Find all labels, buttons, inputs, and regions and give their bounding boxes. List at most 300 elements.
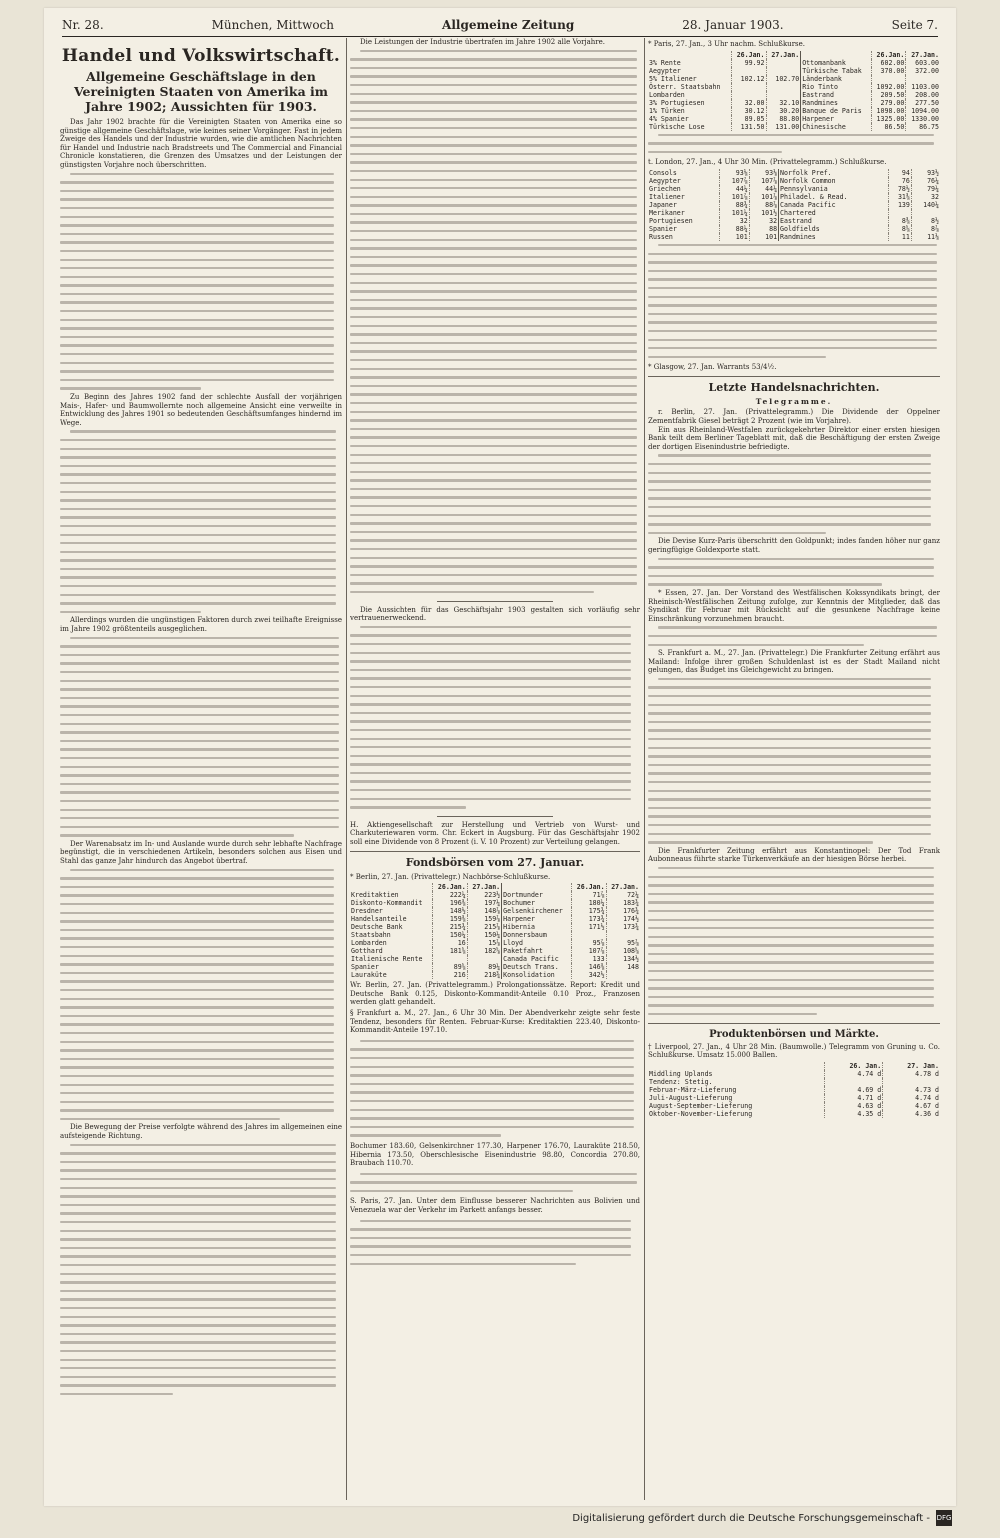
quote-value: 8⅞ <box>911 225 940 233</box>
text-line <box>60 1201 342 1210</box>
text-line <box>60 659 342 668</box>
text-line <box>648 838 940 847</box>
text-line <box>350 1054 640 1063</box>
table-row <box>648 201 940 209</box>
dfg-logo: DFG <box>936 1510 952 1526</box>
text-line <box>60 737 342 746</box>
text-line <box>648 898 940 907</box>
text-line <box>60 582 342 591</box>
quote-value: 277.50 <box>906 99 940 107</box>
quote-value: 88¾ <box>720 201 749 209</box>
paris-quotes-table <box>648 51 940 131</box>
article-paragraph: Die Aussichten für das Geschäftsjahr 1903 gestalten sich vorläufig sehr vertrauenerweckend. <box>350 605 640 623</box>
text-line <box>60 599 342 608</box>
text-line <box>350 279 640 288</box>
text-line <box>60 1098 342 1107</box>
quote-value: 30.12 <box>731 107 766 115</box>
text-line <box>350 649 640 658</box>
text-line <box>350 261 640 270</box>
text-line <box>648 1001 940 1010</box>
quote-value: 4.36 d <box>883 1110 940 1118</box>
text-line <box>60 316 342 325</box>
quote-value <box>433 955 467 963</box>
text-line <box>350 459 640 468</box>
text-line <box>60 754 342 763</box>
text-line <box>60 1141 342 1150</box>
article-title: Allgemeine Geschäftslage in den Vereinigten Staaten von Amerika im Jahre 1902; Aussichten für 1903. <box>73 69 329 114</box>
text-line <box>60 522 342 531</box>
security-name: 5% Italiener <box>649 74 697 83</box>
liverpool-heading: † Liverpool, 27. Jan., 4 Uhr 28 Min. (Baumwolle.) Telegramm von Gruning u. Co. Schlußkurse. Umsatz 15.000 Ballen. <box>648 1042 940 1060</box>
text-block <box>648 675 940 847</box>
quote-value: 342½ <box>572 971 606 979</box>
text-line <box>60 1046 342 1055</box>
text-line <box>350 330 640 339</box>
security-name: Goldfields <box>779 225 889 233</box>
quote-value <box>766 67 801 75</box>
text-line <box>60 1244 342 1253</box>
quote-value: 1325.00 <box>871 115 906 123</box>
table-row <box>648 123 940 131</box>
quote-value: 4.35 d <box>825 1110 883 1118</box>
text-line <box>350 1123 640 1132</box>
text-line <box>60 1356 342 1365</box>
text-line <box>648 864 940 873</box>
quote-value: 602.00 <box>871 59 906 67</box>
text-line <box>60 1373 342 1382</box>
text-line <box>60 797 342 806</box>
text-line <box>350 382 640 391</box>
quote-value: 102.12 <box>731 75 766 83</box>
text-line <box>350 769 640 778</box>
quote-value: 101⅞ <box>720 193 749 201</box>
text-line <box>60 573 342 582</box>
security-name: Pennsylvania <box>779 185 889 193</box>
security-name: Randmines <box>801 99 871 107</box>
table-header-row <box>648 51 940 59</box>
quote-value: 89¼ <box>467 963 501 971</box>
table-row <box>350 939 640 947</box>
news-caption: Telegramme. <box>755 396 833 406</box>
security-name: Philadel. & Read. <box>779 193 889 201</box>
text-line <box>648 804 940 813</box>
text-line <box>350 304 640 313</box>
text-line <box>350 47 640 56</box>
text-line <box>648 275 940 284</box>
text-line <box>350 1178 640 1187</box>
market-report: Bochumer 183.60, Gelsenkirchner 177.30, Harpener 176.70, Lauraküte 218.50, Hibernia 173.50, Oberschlesische Eisenindustrie 98.80, Concordia 270.80, Braubach 110.70. <box>350 1141 640 1168</box>
text-line <box>350 218 640 227</box>
text-line <box>648 460 940 469</box>
table-row <box>350 931 640 939</box>
quote-value: 150¼ <box>433 931 467 939</box>
quote-value: 1094.00 <box>906 107 940 115</box>
quote-value: 32 <box>911 193 940 201</box>
text-line <box>350 236 640 245</box>
quote-value: 32 <box>749 217 778 225</box>
security-name: Spanier <box>351 963 379 972</box>
market-report: S. Paris, 27. Jan. Unter dem Einflusse besserer Nachrichten aus Bolivien und Venezuela war der Verkehr im Parkett anfangs besser. <box>350 1197 640 1215</box>
divider <box>350 851 640 852</box>
text-line <box>60 548 342 557</box>
text-line <box>60 178 342 187</box>
text-line <box>350 786 640 795</box>
table-row <box>648 115 940 123</box>
text-line <box>350 167 640 176</box>
text-line <box>60 1381 342 1390</box>
text-line <box>350 666 640 675</box>
text-line <box>60 1347 342 1356</box>
news-item: Die Devise Kurz-Paris überschritt den Goldpunkt; indes fanden höher nur ganz geringfügige Goldexporte statt. <box>648 537 940 554</box>
quote-value: 86.50 <box>871 123 906 131</box>
text-line <box>350 201 640 210</box>
security-name: Norfolk Common <box>779 177 889 185</box>
text-line <box>60 1003 342 1012</box>
security-name: Österr. Staatsbahn <box>649 82 721 91</box>
text-line <box>60 350 342 359</box>
quote-value: 1330.00 <box>906 115 940 123</box>
text-line <box>350 287 640 296</box>
quote-value: 4.63 d <box>825 1102 883 1110</box>
text-line <box>350 1106 640 1115</box>
masthead: Allgemeine Zeitung <box>442 18 575 32</box>
quote-value: 603.00 <box>906 59 940 67</box>
text-line <box>60 333 342 342</box>
text-line <box>350 98 640 107</box>
text-line <box>350 270 640 279</box>
quote-value <box>766 91 801 99</box>
text-line <box>60 883 342 892</box>
text-line <box>60 1158 342 1167</box>
text-line <box>60 307 342 316</box>
article-paragraph: Die Leistungen der Industrie übertrafen im Jahre 1902 alle Vorjahre. <box>360 38 606 46</box>
text-line <box>60 298 342 307</box>
text-line <box>648 795 940 804</box>
text-line <box>60 1390 342 1399</box>
quote-value: 218¾ <box>467 971 501 979</box>
column-header: 27. Jan. <box>883 1062 940 1070</box>
security-name: Deutsche Bank <box>351 923 403 932</box>
text-line <box>350 1170 640 1179</box>
column-1 <box>60 38 342 1500</box>
text-line <box>648 881 940 890</box>
table-row <box>648 185 940 193</box>
security-name: Portugiesen <box>649 216 693 225</box>
column-2 <box>350 38 640 1500</box>
text-line <box>350 322 640 331</box>
text-line <box>648 675 940 684</box>
security-name: Ottomanbank <box>801 59 871 67</box>
text-line <box>350 1187 640 1196</box>
page-label: Seite 7. <box>891 18 938 32</box>
security-name: Randmines <box>779 233 889 241</box>
quote-value <box>883 1078 940 1086</box>
london-quotes-heading: t. London, 27. Jan., 4 Uhr 30 Min. (Privattelegramm.) Schlußkurse. <box>648 158 887 167</box>
security-name: 4% Spanier <box>649 114 689 123</box>
text-line <box>350 554 640 563</box>
security-name: Tendenz: Stetig. <box>649 1077 713 1086</box>
text-line <box>60 496 342 505</box>
text-line <box>350 795 640 804</box>
text-line <box>350 631 640 640</box>
security-name: Dresdner <box>351 907 383 916</box>
text-line <box>350 313 640 322</box>
text-line <box>60 917 342 926</box>
text-line <box>60 634 342 643</box>
quote-value: 107⅞ <box>720 177 749 185</box>
text-line <box>60 1115 342 1124</box>
text-line <box>60 728 342 737</box>
text-line <box>60 213 342 222</box>
security-name: Dortmunder <box>502 891 572 899</box>
quote-value <box>766 83 801 91</box>
text-line <box>648 318 940 327</box>
table-row <box>350 899 640 907</box>
text-line <box>60 1304 342 1313</box>
text-line <box>350 476 640 485</box>
text-line <box>60 1055 342 1064</box>
news-title: Letzte Handelsnachrichten. <box>708 380 880 394</box>
text-line <box>60 1012 342 1021</box>
text-line <box>350 1251 640 1260</box>
text-line <box>648 353 940 362</box>
text-line <box>60 470 342 479</box>
section-title: Handel und Volkswirtschaft. <box>61 46 341 66</box>
text-line <box>648 907 940 916</box>
text-line <box>60 359 342 368</box>
text-line <box>648 477 940 486</box>
text-line <box>648 494 940 503</box>
text-block <box>350 1037 640 1140</box>
quote-value <box>888 209 911 217</box>
security-name: Rio Tinto <box>801 83 871 91</box>
credit-text: Digitalisierung gefördert durch die Deutsche Forschungsgemeinschaft - <box>572 1512 930 1524</box>
security-name: Donnersbaum <box>502 931 572 939</box>
text-line <box>648 873 940 882</box>
text-line <box>60 376 342 385</box>
quote-value: 146⅜ <box>572 963 606 971</box>
text-line <box>60 969 342 978</box>
text-line <box>648 529 940 538</box>
text-line <box>350 692 640 701</box>
text-line <box>60 788 342 797</box>
text-line <box>60 874 342 883</box>
text-block <box>648 555 940 589</box>
text-line <box>350 1114 640 1123</box>
quote-value: 89.05 <box>731 115 766 123</box>
table-row <box>350 907 640 915</box>
quote-value: 183¾ <box>606 899 640 907</box>
divider <box>437 601 553 602</box>
text-line <box>60 1295 342 1304</box>
text-line <box>648 284 940 293</box>
table-row <box>350 947 640 955</box>
quote-value: 11 <box>888 233 911 241</box>
text-block <box>60 427 342 616</box>
security-name: Italienische Rente <box>351 955 423 964</box>
column-header: 26.Jan. <box>871 51 906 59</box>
table-row <box>648 217 940 225</box>
text-line <box>60 281 342 290</box>
text-line <box>350 150 640 159</box>
text-line <box>60 539 342 548</box>
column-header: 26.Jan. <box>433 883 467 891</box>
divider <box>648 1023 940 1024</box>
text-line <box>648 683 940 692</box>
table-row <box>648 233 940 241</box>
security-name: Handelsanteile <box>351 915 407 924</box>
text-line <box>648 139 940 148</box>
text-line <box>350 1242 640 1251</box>
quote-value: 1098.00 <box>871 107 906 115</box>
text-line <box>60 1270 342 1279</box>
text-line <box>350 416 640 425</box>
quote-value: 171½ <box>572 923 606 931</box>
text-line <box>648 555 940 564</box>
newspaper-page <box>44 8 956 1506</box>
text-line <box>648 344 940 353</box>
security-name: Middling Uplands <box>649 1069 713 1078</box>
quote-value: 4.69 d <box>825 1086 883 1094</box>
text-line <box>648 830 940 839</box>
security-name: Juli-August-Lieferung <box>649 1093 733 1102</box>
column-divider <box>644 38 645 1500</box>
text-line <box>60 462 342 471</box>
text-line <box>60 1038 342 1047</box>
text-line <box>350 133 640 142</box>
quote-value: 1103.00 <box>906 83 940 91</box>
text-line <box>60 952 342 961</box>
text-line <box>60 986 342 995</box>
quote-value: 89⅝ <box>433 963 467 971</box>
quote-value: 1092.00 <box>871 83 906 91</box>
quote-value: 370.00 <box>871 67 906 75</box>
text-line <box>350 296 640 305</box>
text-line <box>648 310 940 319</box>
text-line <box>60 1338 342 1347</box>
text-line <box>648 623 940 632</box>
text-block <box>350 1217 640 1269</box>
quote-value: 93½ <box>911 169 940 177</box>
text-line <box>60 256 342 265</box>
text-line <box>60 195 342 204</box>
security-name: August-September-Lieferung <box>649 1101 753 1110</box>
quote-value: 372.00 <box>906 67 940 75</box>
column-divider <box>346 38 347 1500</box>
text-line <box>350 451 640 460</box>
column-header: 27.Jan. <box>467 883 501 891</box>
text-line <box>60 273 342 282</box>
quote-value <box>731 83 766 91</box>
text-line <box>648 258 940 267</box>
text-line <box>350 1260 640 1269</box>
text-line <box>350 390 640 399</box>
text-line <box>648 148 940 157</box>
text-line <box>60 685 342 694</box>
security-name: Consols <box>649 168 677 177</box>
text-block <box>648 131 940 157</box>
quote-value: 174½ <box>606 915 640 923</box>
text-line <box>648 976 940 985</box>
text-line <box>60 1175 342 1184</box>
text-line <box>648 761 940 770</box>
quote-value: 223½ <box>467 891 501 899</box>
quote-value: 222¼ <box>433 891 467 899</box>
text-line <box>350 502 640 511</box>
text-line <box>648 709 940 718</box>
text-line <box>648 933 940 942</box>
security-name: Harpener <box>502 915 572 923</box>
text-line <box>350 511 640 520</box>
quote-value: 15⅞ <box>467 939 501 947</box>
text-line <box>648 821 940 830</box>
text-line <box>648 503 940 512</box>
quote-value <box>911 209 940 217</box>
quote-value: 148⅞ <box>467 907 501 915</box>
quote-value: 95⅞ <box>572 939 606 947</box>
text-line <box>350 588 640 597</box>
text-line <box>350 373 640 382</box>
security-name: Canada Pacific <box>779 201 889 209</box>
security-name: Paketfahrt <box>502 947 572 955</box>
text-line <box>350 545 640 554</box>
berlin-quotes-heading: * Berlin, 27. Jan. (Privattelegr.) Nachbörse-Schlußkurse. <box>350 872 551 881</box>
fonds-title: Fondsbörsen vom 27. Januar. <box>405 855 585 869</box>
text-line <box>350 760 640 769</box>
text-line <box>60 1184 342 1193</box>
security-name: Banque de Paris <box>801 107 871 115</box>
text-line <box>350 115 640 124</box>
text-block <box>60 1141 342 1399</box>
quote-value <box>906 75 940 83</box>
text-line <box>350 442 640 451</box>
security-name: Merikaner <box>649 208 685 217</box>
text-line <box>350 124 640 133</box>
text-line <box>648 327 940 336</box>
table-row <box>648 1078 940 1086</box>
security-name: Griechen <box>649 184 681 193</box>
text-line <box>60 771 342 780</box>
quote-value: 78½ <box>888 185 911 193</box>
quote-value: 93⅛ <box>749 169 778 177</box>
quote-value <box>606 971 640 979</box>
text-line <box>350 485 640 494</box>
market-report: § Frankfurt a. M., 27. Jan., 6 Uhr 30 Min. Der Abendverkehr zeigte sehr feste Tendenz, besonders für Renten. Februar-Kurse: Kreditaktien 223.40, Diskonto-Kommandit-Anteile 197.10. <box>350 1009 640 1035</box>
text-line <box>350 244 640 253</box>
text-line <box>350 571 640 580</box>
text-line <box>350 579 640 588</box>
quote-value: 107⅞ <box>572 947 606 955</box>
divider <box>437 816 553 817</box>
quote-value: 216 <box>433 971 467 979</box>
article-paragraph: Die Bewegung der Preise verfolgte während des Jahres im allgemeinen eine aufsteigende Richtung. <box>60 1123 342 1141</box>
text-line <box>60 505 342 514</box>
security-name: Diskonto-Kommandit <box>351 899 423 908</box>
text-line <box>60 565 342 574</box>
text-line <box>60 694 342 703</box>
text-line <box>648 692 940 701</box>
security-name: Chartered <box>779 209 889 217</box>
text-line <box>350 717 640 726</box>
security-name: Februar-März-Lieferung <box>649 1085 737 1094</box>
text-line <box>350 1131 640 1140</box>
security-name: Canada Pacific <box>502 955 572 963</box>
text-line <box>648 744 940 753</box>
text-line <box>648 916 940 925</box>
text-block <box>350 623 640 812</box>
quote-value: 31⅜ <box>888 193 911 201</box>
text-line <box>60 1063 342 1072</box>
